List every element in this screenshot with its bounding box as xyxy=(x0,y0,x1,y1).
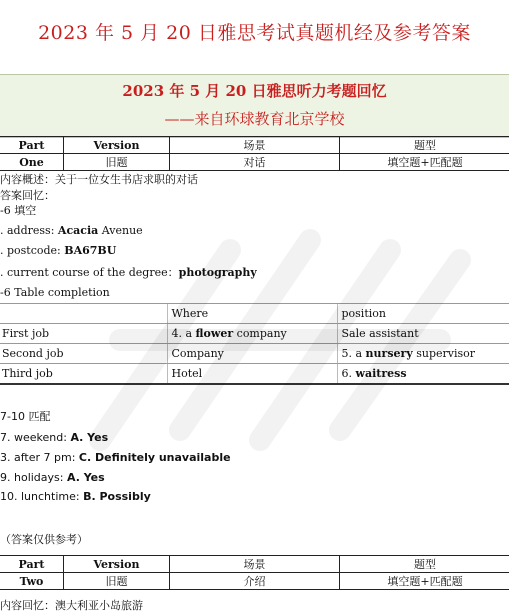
answer-10: B. Possibly xyxy=(83,490,151,503)
part-one-scene: 对话 xyxy=(170,154,340,171)
answer-8: C. Definitely unavailable xyxy=(79,451,231,464)
heading-source: ——来自环球教育北京学校 xyxy=(0,108,509,129)
job-where: 4. a flower company xyxy=(167,324,337,344)
part-two-version: 旧题 xyxy=(64,573,170,590)
section-fill-blank-label: -6 填空 xyxy=(0,202,36,218)
table-row xyxy=(0,324,509,344)
part-two-scene: 介绍 xyxy=(170,573,340,590)
table-row xyxy=(0,304,509,324)
part-one-info-table xyxy=(0,136,509,171)
header-type: 题型 xyxy=(340,137,509,154)
job-table-header-position: position xyxy=(337,304,509,324)
question-8: 3. after 7 pm: C. Definitely unavailable xyxy=(0,451,231,464)
answer-7: A. Yes xyxy=(70,431,108,444)
header-part: Part xyxy=(0,556,64,573)
job-where: Company xyxy=(167,344,337,364)
header-type: 题型 xyxy=(340,556,509,573)
table-row xyxy=(0,364,509,385)
answer-9: A. Yes xyxy=(67,471,105,484)
heading-title: 2023 年 5 月 20 日雅思听力考题回忆 xyxy=(0,80,509,101)
question-10: 10. lunchtime: B. Possibly xyxy=(0,490,151,503)
header-part: Part xyxy=(0,137,64,154)
listening-heading-box xyxy=(0,74,509,138)
header-scene: 场景 xyxy=(170,137,340,154)
job-table xyxy=(0,303,509,385)
question-9: 9. holidays: A. Yes xyxy=(0,471,105,484)
part-one-type: 填空题+匹配题 xyxy=(340,154,509,171)
part-two-type: 填空题+匹配题 xyxy=(340,573,509,590)
header-version: Version xyxy=(64,137,170,154)
job-label: Second job xyxy=(0,344,167,364)
header-version: Version xyxy=(64,556,170,573)
question-7: 7. weekend: A. Yes xyxy=(0,431,108,444)
table-row xyxy=(0,344,509,364)
question-2: . postcode: BA67BU xyxy=(0,244,116,257)
answer-1: Acacia xyxy=(58,224,98,237)
question-3: . current course of the degree：photography xyxy=(0,264,257,280)
answer-2: BA67BU xyxy=(64,244,116,257)
header-scene: 场景 xyxy=(170,556,340,573)
table-completion-label: -6 Table completion xyxy=(0,286,110,299)
question-1: . address: Acacia Avenue xyxy=(0,224,143,237)
answer-note: （答案仅供参考） xyxy=(0,531,88,547)
part-two-summary: 内容回忆：澳大利亚小岛旅游 xyxy=(0,597,143,613)
job-table-header-empty xyxy=(0,304,167,324)
part-one-number: One xyxy=(0,154,64,171)
job-position: 5. a nursery supervisor xyxy=(337,344,509,364)
job-position: 6. waitress xyxy=(337,364,509,385)
job-where: Hotel xyxy=(167,364,337,385)
job-table-header-where: Where xyxy=(167,304,337,324)
answer-label: 答案回忆： xyxy=(0,187,55,203)
job-label: First job xyxy=(0,324,167,344)
part-one-version: 旧题 xyxy=(64,154,170,171)
part-one-summary: 内容概述：关于一位女生书店求职的对话 xyxy=(0,171,198,187)
part-two-number: Two xyxy=(0,573,64,590)
part-two-info-table xyxy=(0,555,509,590)
job-label: Third job xyxy=(0,364,167,385)
job-position: Sale assistant xyxy=(337,324,509,344)
page-title: 2023 年 5 月 20 日雅思考试真题机经及参考答案 xyxy=(0,18,509,45)
answer-3: photography xyxy=(179,266,257,279)
section-matching-label: 7-10 匹配 xyxy=(0,408,50,424)
